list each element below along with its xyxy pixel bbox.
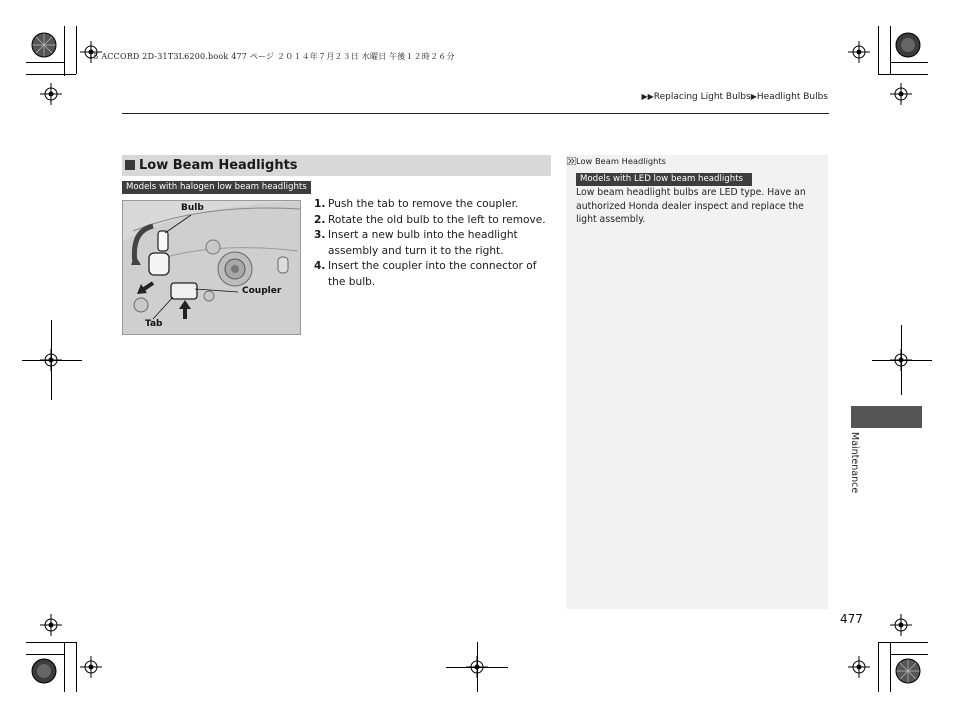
- section-tab-label: Maintenance: [849, 432, 860, 494]
- registration-target-icon: [848, 41, 870, 63]
- illustration-label-bulb: Bulb: [181, 203, 204, 213]
- breadcrumb-arrow-icon: ▶▶: [641, 92, 654, 101]
- step-item: [314, 228, 554, 259]
- square-bullet-icon: [125, 160, 135, 170]
- color-rosette-icon: [31, 32, 57, 58]
- section-title: Low Beam Headlights: [139, 158, 298, 173]
- registration-target-icon: [40, 614, 62, 636]
- step-text: Push the tab to remove the coupler.: [328, 198, 519, 210]
- section-heading: [122, 155, 551, 176]
- registration-target-icon: [848, 656, 870, 678]
- page-number: 477: [840, 612, 863, 626]
- color-rosette-icon: [31, 658, 57, 684]
- section-tab[interactable]: [851, 406, 922, 428]
- print-job-header: 15 ACCORD 2D-31T3L6200.book 477 ページ ２０１４年７月２３日 水曜日 午後１２時２６分: [88, 52, 455, 61]
- step-number: 1.: [314, 198, 326, 210]
- registration-target-icon: [80, 656, 102, 678]
- step-item: [314, 259, 554, 290]
- color-rosette-icon: [895, 658, 921, 684]
- crop-mark-line: [22, 360, 82, 361]
- model-tag-halogen: Models with halogen low beam headlights: [122, 181, 311, 194]
- illustration-label-coupler: Coupler: [242, 286, 282, 296]
- double-arrow-ref-icon: [567, 157, 576, 165]
- step-text: Insert the coupler into the connector of the bulb.: [328, 260, 537, 288]
- step-item: [314, 197, 554, 213]
- side-note-heading: [567, 156, 666, 166]
- step-number: 2.: [314, 213, 326, 226]
- side-note-body: Low beam headlight bulbs are LED type. Have an authorized Honda dealer inspect and replace the light assembly.: [576, 187, 806, 225]
- header-rule: [122, 113, 829, 114]
- step-item: [314, 213, 554, 229]
- model-tag-led: Models with LED low beam headlights: [576, 173, 752, 186]
- breadcrumb-arrow-icon: ▶: [750, 92, 757, 101]
- step-number: 3.: [314, 229, 326, 241]
- breadcrumb-item-headlight-bulbs[interactable]: Headlight Bulbs: [756, 92, 828, 102]
- crop-mark-line: [872, 360, 932, 361]
- headlight-illustration: [122, 200, 301, 335]
- color-rosette-icon: [895, 32, 921, 58]
- side-note-title: Low Beam Headlights: [576, 156, 666, 166]
- breadcrumb: [641, 92, 828, 102]
- registration-target-icon: [890, 614, 912, 636]
- procedure-steps: [314, 197, 554, 290]
- illustration-label-tab: Tab: [145, 319, 163, 329]
- step-number: 4.: [314, 260, 326, 272]
- step-text: Insert a new bulb into the headlight assembly and turn it to the right.: [328, 229, 518, 257]
- headlight-assembly-drawing: [123, 201, 301, 335]
- breadcrumb-item-replacing-light-bulbs[interactable]: Replacing Light Bulbs: [653, 92, 751, 102]
- registration-target-icon: [40, 83, 62, 105]
- crop-mark-line: [446, 667, 508, 668]
- step-text: Rotate the old bulb to the left to remove.: [328, 213, 546, 226]
- registration-target-icon: [890, 83, 912, 105]
